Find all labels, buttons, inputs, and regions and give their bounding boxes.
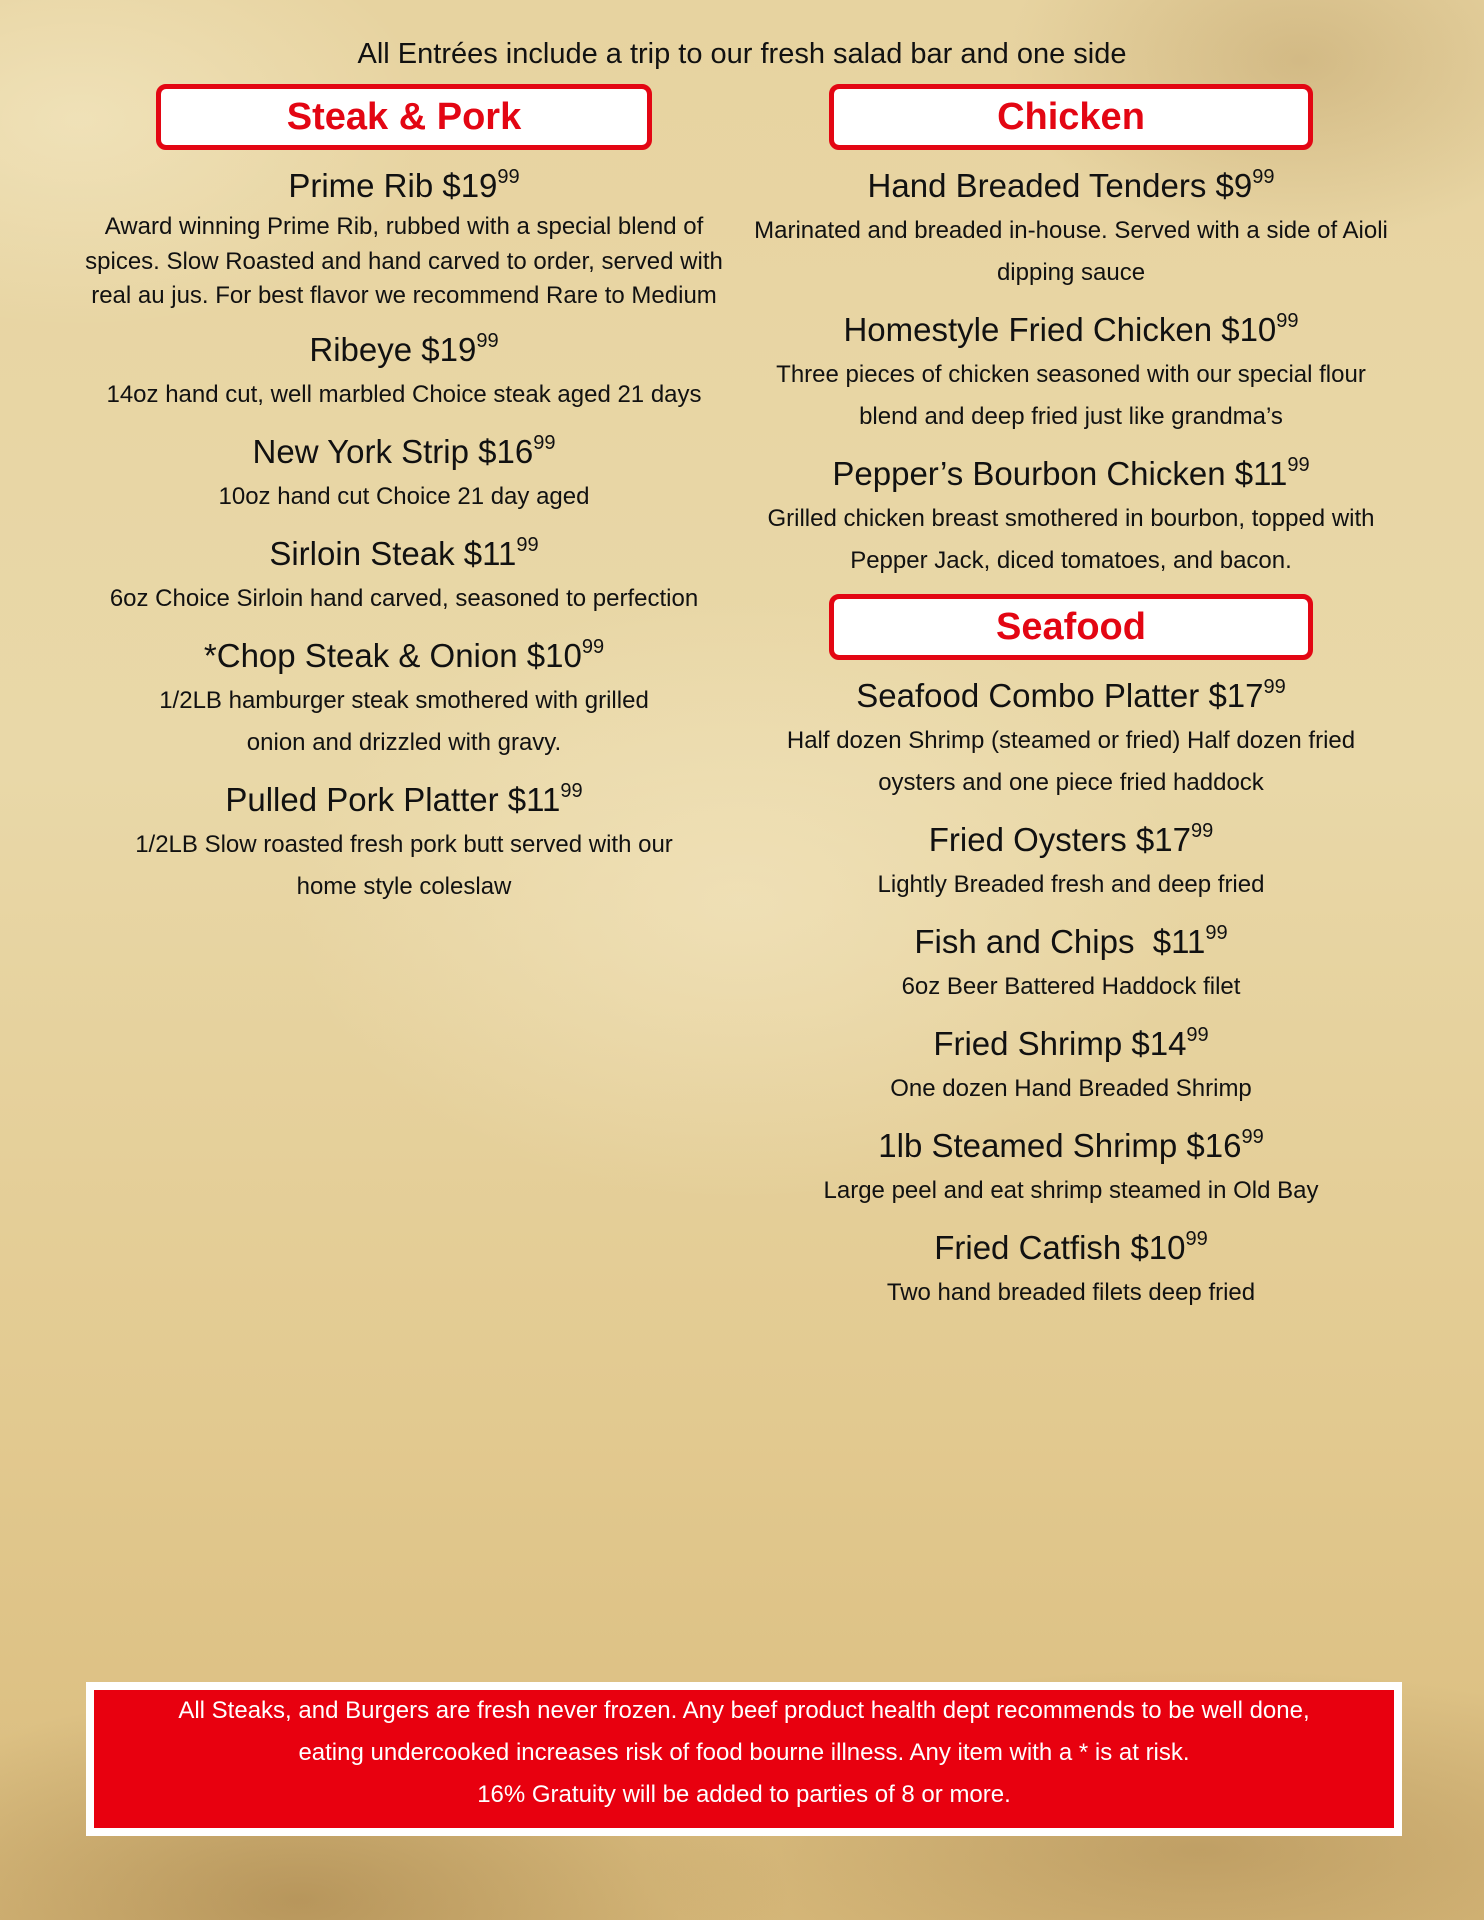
menu-item — [748, 672, 1394, 804]
item-description: Three pieces of chicken seasoned with our special flour blend and deep fried just like grandma’s — [776, 361, 1366, 430]
item-title: Fried Oysters $\$17^{99}$ — [928, 820, 1214, 858]
item-description: 1/2LB Slow roasted fresh pork butt served with our home style coleslaw — [135, 830, 673, 900]
section-header-steak-pork: Steak & Pork — [156, 84, 652, 150]
menu-item — [68, 428, 740, 518]
menu-item — [748, 450, 1394, 582]
item-description: Marinated and breaded in-house. Served with a side of Aioli dipping sauce — [754, 217, 1388, 286]
item-description: 14oz hand cut, well marbled Choice steak aged 21 days — [106, 380, 702, 408]
menu-item — [68, 530, 740, 620]
item-title: Homestyle Fried Chicken $\$10^{99}$ — [843, 310, 1299, 348]
item-title: Seafood Combo Platter $\$17^{99}$ — [856, 676, 1286, 714]
item-description: Award winning Prime Rib, rubbed with a special blend of spices. Slow Roasted and hand carved to order, served with real au jus. For best flavor we recommend Rare to Medium — [85, 213, 723, 309]
item-description: Large peel and eat shrimp steamed in Old Bay — [823, 1177, 1319, 1204]
item-description: Grilled chicken breast smothered in bourbon, topped with Pepper Jack, diced tomatoes, and bacon. — [767, 505, 1375, 574]
item-description: 10oz hand cut Choice 21 day aged — [218, 482, 590, 510]
notice-frame — [86, 1682, 1402, 1836]
item-title: Pepper’s Bourbon Chicken $\$11^{99}$ — [832, 454, 1310, 492]
item-description: Two hand breaded filets deep fried — [886, 1279, 1256, 1306]
notice-line-1: All Steaks, and Burgers are fresh never frozen. Any beef product health dept recommends to be well done, — [178, 1697, 1310, 1724]
menu-item — [748, 1224, 1394, 1314]
menu-item — [748, 1020, 1394, 1110]
item-title: Prime Rib $\$19^{99}$ — [288, 166, 520, 204]
item-description: 6oz Choice Sirloin hand carved, seasoned to perfection — [109, 584, 699, 612]
item-description: Half dozen Shrimp (steamed or fried) Half dozen fried oysters and one piece fried haddock — [786, 727, 1356, 796]
menu-item — [748, 162, 1394, 294]
item-description: Lightly Breaded fresh and deep fried — [877, 871, 1265, 898]
item-title: Fried Shrimp $\$14^{99}$ — [933, 1024, 1209, 1062]
section-header-chicken: Chicken — [829, 84, 1313, 150]
section-header-seafood: Seafood — [829, 594, 1313, 660]
menu-item — [68, 632, 740, 764]
item-title: *Chop Steak & Onion $\$10^{99}$ — [203, 635, 605, 674]
menu-item — [748, 918, 1394, 1008]
item-title: Ribeye $\$19^{99}$ — [309, 329, 499, 368]
right-column — [748, 84, 1394, 1326]
left-column — [68, 84, 740, 920]
item-title: 1lb Steamed Shrimp $\$16^{99}$ — [878, 1126, 1264, 1164]
menu-item — [68, 162, 740, 314]
item-title: New York Strip $\$16^{99}$ — [252, 431, 556, 470]
menu-item — [748, 306, 1394, 438]
item-title: Sirloin Steak $\$11^{99}$ — [269, 533, 539, 572]
menu-intro: All Entrées include a trip to our fresh salad bar and one side — [357, 38, 1127, 70]
item-description: 6oz Beer Battered Haddock filet — [901, 973, 1241, 1000]
item-description: One dozen Hand Breaded Shrimp — [890, 1075, 1252, 1102]
menu-item — [68, 326, 740, 416]
item-title: Pulled Pork Platter $\$11^{99}$ — [225, 779, 583, 818]
notice-box — [94, 1690, 1394, 1828]
menu-item — [68, 776, 740, 908]
item-title: Fried Catfish $\$10^{99}$ — [934, 1228, 1208, 1266]
menu-item — [748, 1122, 1394, 1212]
item-title: Hand Breaded Tenders $\$9^{99}$ — [867, 166, 1275, 204]
notice-line-2: eating undercooked increases risk of food bourne illness. Any item with a * is at risk. — [298, 1739, 1190, 1766]
item-description: 1/2LB hamburger steak smothered with grilled onion and drizzled with gravy. — [159, 686, 649, 756]
menu-item — [748, 816, 1394, 906]
notice-line-3: 16% Gratuity will be added to parties of 8 or more. — [477, 1781, 1011, 1808]
item-title: Fish and Chips $\$11^{99}$ — [914, 922, 1228, 960]
